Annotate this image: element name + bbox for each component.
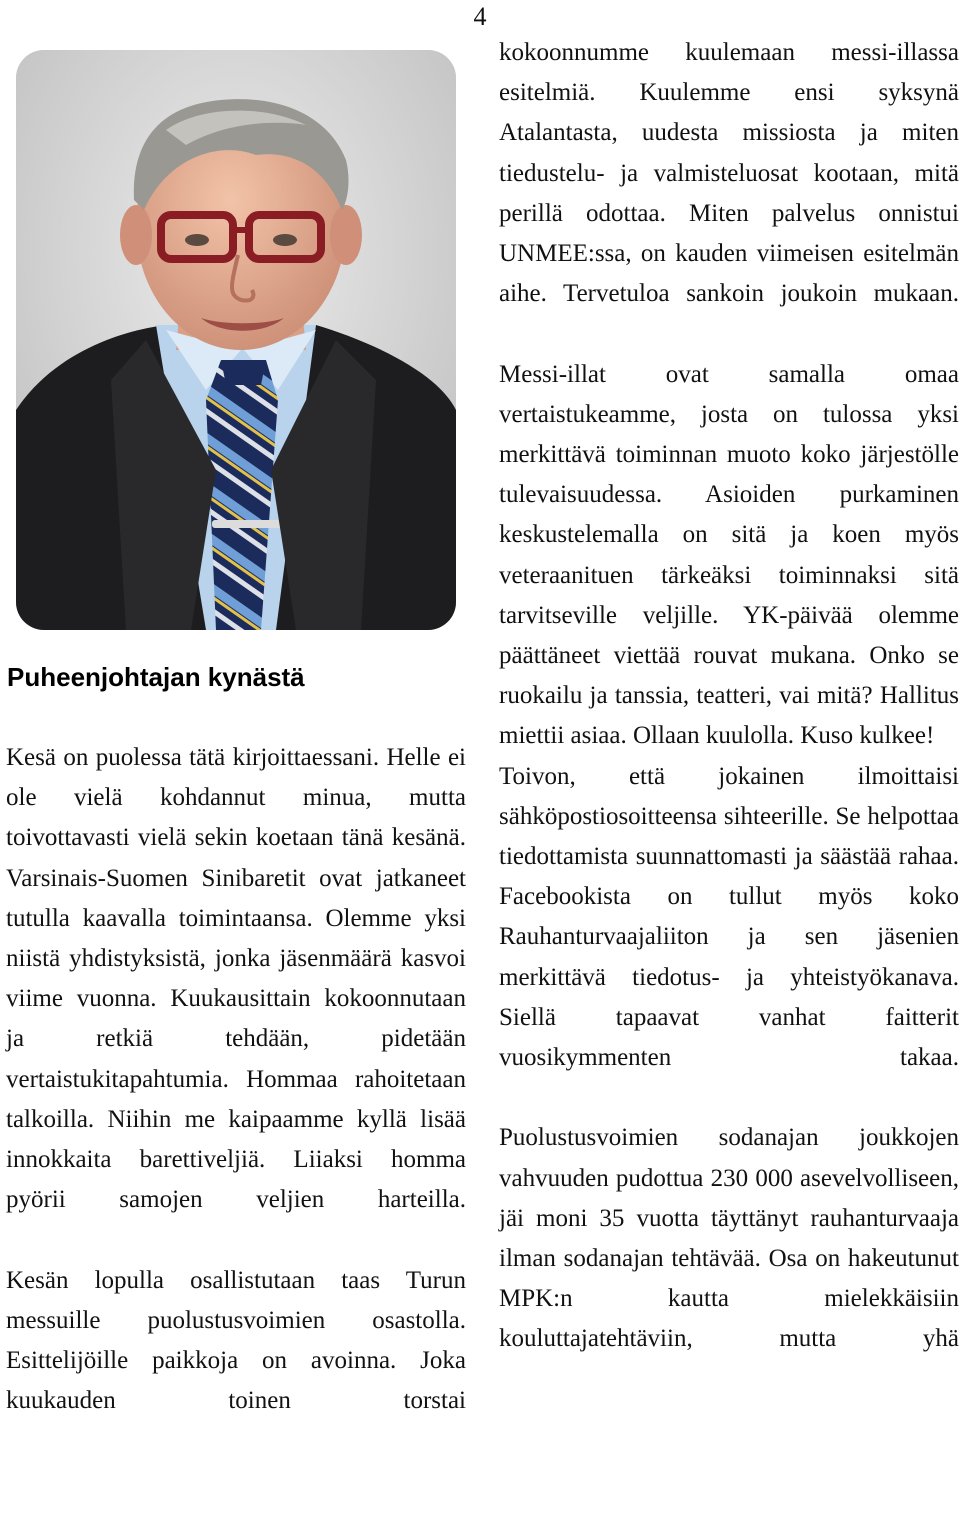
paragraph: Kesän lopulla osallistutaan taas Turun messuille puolustusvoimien osastolla. Esittelijöille paikkoja on avoinna. Joka kuukauden toinen torstai (6, 1266, 466, 1415)
paragraph: kokoonnumme kuulemaan messi-illassa esitelmiä. Kuulemme ensi syksynä Atalantasta, uudesta missiosta ja miten tiedustelu- ja valmisteluosat kootaan, mitä perillä odottaa. Miten palvelus onnistui UNMEE:ssa, on kauden viimeisen esitelmän aihe. Tervetuloa sankoin joukoin mukaan. (499, 39, 959, 308)
left-column (6, 738, 466, 1421)
article-heading: Puheenjohtajan kynästä (7, 662, 305, 692)
paragraph: Kesä on puolessa tätä kirjoittaessani. Helle ei ole vielä kohdannut minua, mutta toivottavasti vielä sekin koetaan tänä kesänä. Varsinais-Suomen Sinibaretit ovat jatkaneet tutulla kaavalla toimintaansa. Olemme yksi niistä yhdistyksistä, jonka jäsenmäärä kasvoi viime vuonna. Kuukausittain kokoonnutaan ja retkiä tehdään, pidetään vertaistukitapahtumia. Hommaa rahoitetaan talkoilla. Niihin me kaipaamme kyllä lisää innokkaita barettiveljiä. Liiaksi homma pyörii samojen veljien harteilla. (6, 744, 466, 1214)
paragraph: Messi-illat ovat samalla omaa vertaistukeamme, josta on tulossa yksi merkittävä toiminnan muoto koko järjestölle tulevaisuudessa. Asioiden purkaminen keskustelemalla on sitä ja koen myös veteraanituen tärkeäksi toiminnaksi sitä tarvitseville veljille. YK-päivää olemme päättäneet viettää rouvat mukana. Onko se ruokailu ja tanssia, teatteri, vai mitä? Hallitus miettii asiaa. Ollaan kuulolla. Kuso kulkee! (499, 360, 959, 750)
right-column (499, 33, 959, 1360)
portrait-photo (16, 50, 456, 630)
paragraph: Toivon, että jokainen ilmoittaisi sähköpostiosoitteensa sihteerille. Se helpottaa tiedottamista suunnattomasti ja säästää rahaa. Facebookista on tullut myös koko Rauhanturvaajaliiton ja sen jäsenien merkittävä tiedotus- ja yhteistyökanava. Siellä tapaavat vanhat faitterit vuosikymmenten takaa. (499, 762, 959, 1072)
paragraph: Puolustusvoimien sodanajan joukkojen vahvuuden pudottua 230 000 asevelvolliseen, jäi moni 35 vuotta täyttänyt rauhanturvaaja ilman sodanajan tehtävää. Osa on hakeutunut MPK:n kautta mielekkäisiin kouluttajatehtäviin, mutta yhä (499, 1124, 959, 1353)
page-number: 4 (473, 2, 487, 31)
